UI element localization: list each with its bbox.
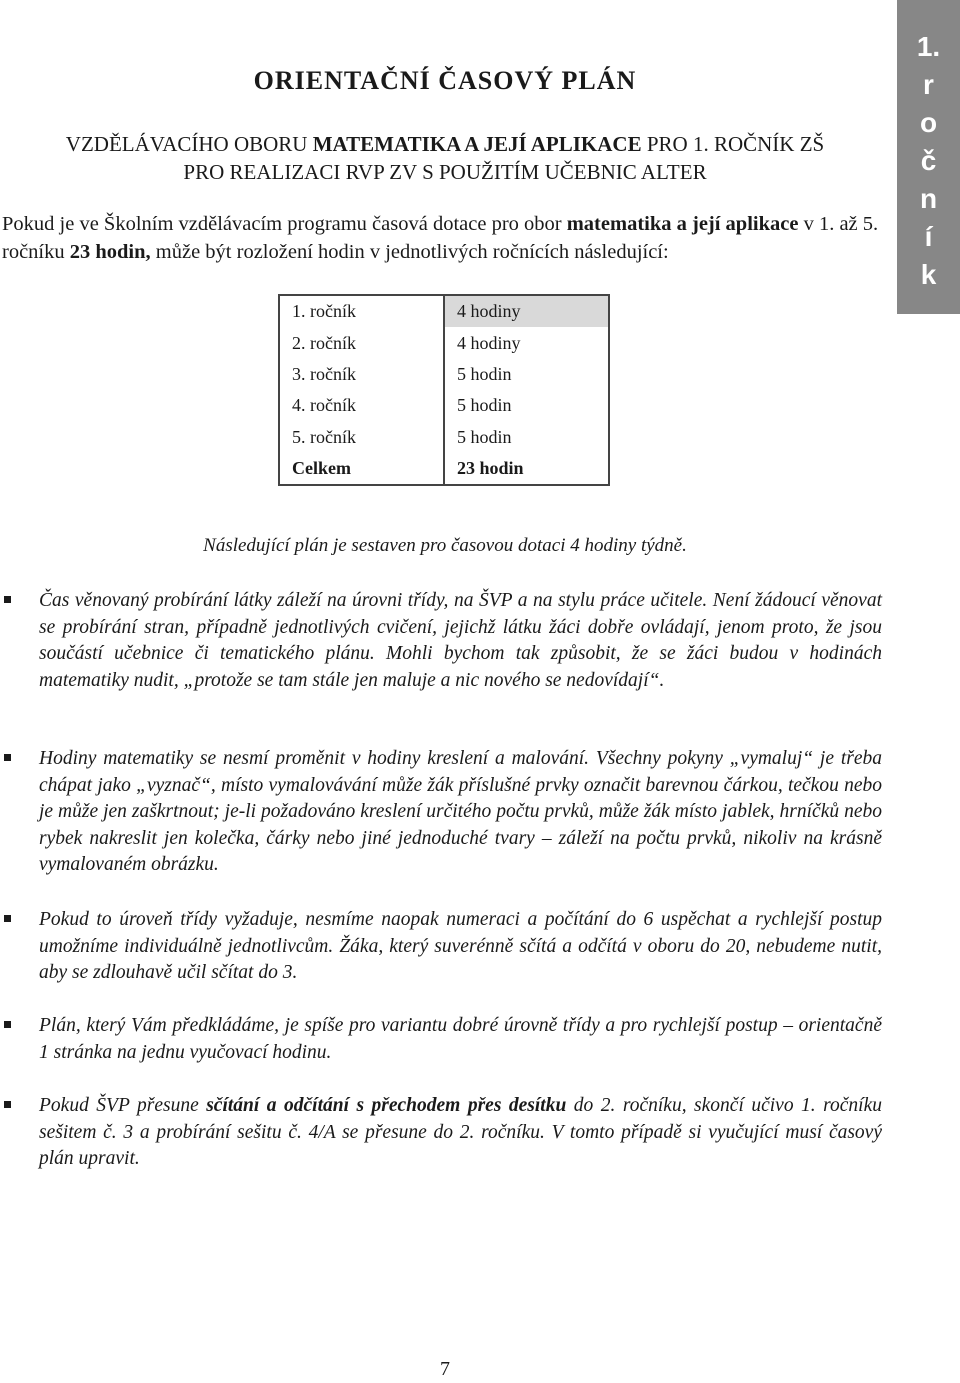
bullet-text: Hodiny matematiky se nesmí proměnit v hodiny kreslení a malování. Všechny pokyny „vymaluj“ je třeba chápat jako „vyznač“, místo vymalovávání může žák příslušné prvky označit barevnou čárkou, tečkou nebo je může jen zaškrtnout; je-li požadováno kreslení určitého počtu prvků, může žák místo jablek, hrníčků nebo rybek nakreslit jen kolečka, čárky nebo jiné jednoduché tvary – záleží na počtu prvků, nikoliv na krásně vymalovaném obrázku. [39,748,882,875]
grade-cell: 2. ročník [279,327,444,358]
side-tab-letter: o [919,107,938,138]
page-number: 7 [440,1358,450,1380]
total-hours: 23 hodin [457,458,524,479]
bullet-square-icon [4,1101,11,1108]
table-row [279,295,609,327]
grade-cell: 3. ročník [279,359,444,390]
side-tab-letter: í [924,221,933,252]
side-tab-letter: r [923,69,934,100]
bullet-square-icon [4,1021,11,1028]
intro-text: může být rozložení hodin v jednotlivých ročnících následující: [150,241,669,263]
subtitle-line-1 [0,130,890,158]
bullet-square-icon [4,915,11,922]
bullet-text: Čas věnovaný probírání látky záleží na úrovni třídy, na ŠVP a na stylu práce učitele. Není žádoucí věnovat se probírání stran, případně jednotlivých cvičení, jejichž látku žáci dobře ovládají, jenom proto, že jsou součástí učebnice či tematického plánu. Mohli bychom tak způsobit, že se žáci budou v hodinách matematiky nudit, „protože se tam stále jen maluje a nic nového se nedovídají“. [39,590,882,691]
side-tab-letter: č [920,145,937,176]
subtitle-text: VZDĚLÁVACÍHO OBORU [65,132,313,156]
grade-cell: 1. ročník [279,295,444,327]
bullet-text [39,1093,882,1173]
intro-text: Pokud je ve Školním vzdělávacím programu časová dotace pro obor [2,213,567,235]
hours-cell: 5 hodin [457,426,512,447]
side-tab-letter: n [919,183,938,214]
plan-note: Následující plán je sestaven pro časovou dotaci 4 hodiny týdně. [203,535,687,556]
total-label: Celkem [279,453,444,485]
intro-bold: matematika a její aplikace [566,213,799,235]
subtitle-line-2: PRO REALIZACI RVP ZV S POUŽITÍM UČEBNIC ALTER [183,160,707,184]
bullet-text: Plán, který Vám předkládáme, je spíše pro variantu dobré úrovně třídy a pro rychlejší postup – orientačně 1 stránka na jednu vyučovací hodinu. [39,1015,882,1063]
table-row [279,327,609,358]
grade-cell: 5. ročník [279,422,444,453]
bullet-text-bold: sčítání a odčítání s přechodem přes desítku [206,1095,567,1116]
bullet-text-part: do 2. ročníku, skončí učivo 1. ročníku sešitem č. 3 a probírání sešitu č. 4/A se přesune do 2. ročníku. V tomto případě si vyučující musí časový plán upravit. [39,1095,882,1169]
intro-bold: 23 hodin, [69,241,151,263]
page-title: ORIENTAČNÍ ČASOVÝ PLÁN [253,66,637,95]
intro-paragraph [2,210,887,266]
table-row [279,422,609,453]
bullet-text-part: Pokud ŠVP přesune [39,1095,207,1116]
side-tab-letter: k [920,259,937,290]
intro-text: v 1. až 5. ročníku [2,213,879,263]
bullet-square-icon [4,596,11,603]
chapter-side-tab [897,0,960,314]
subtitle [0,130,890,186]
grade-cell: 4. ročník [279,390,444,421]
subject-name: MATEMATIKA A JEJÍ APLIKACE [312,132,642,156]
hours-cell: 4 hodiny [444,295,609,327]
hours-cell: 5 hodin [457,395,512,416]
table-row [279,390,609,421]
bullet-square-icon [4,754,11,761]
hours-cell: 4 hodiny [457,332,521,353]
hours-table [278,294,610,486]
table-total-row [279,453,609,485]
hours-cell: 5 hodin [457,363,512,384]
bullet-text: Pokud to úroveň třídy vyžaduje, nesmíme naopak numeraci a počítání do 6 uspěchat a rychlejší postup umožníme individuálně jednotlivcům. Žáka, který suverénně sčítá a odčítá v oboru do 20, nebudeme nutit, aby se zdlouhavě učil sčítat do 3. [39,909,882,983]
subtitle-text: PRO 1. ROČNÍK ZŠ [641,132,825,156]
table-row [279,359,609,390]
side-tab-letter: 1. [916,31,941,62]
